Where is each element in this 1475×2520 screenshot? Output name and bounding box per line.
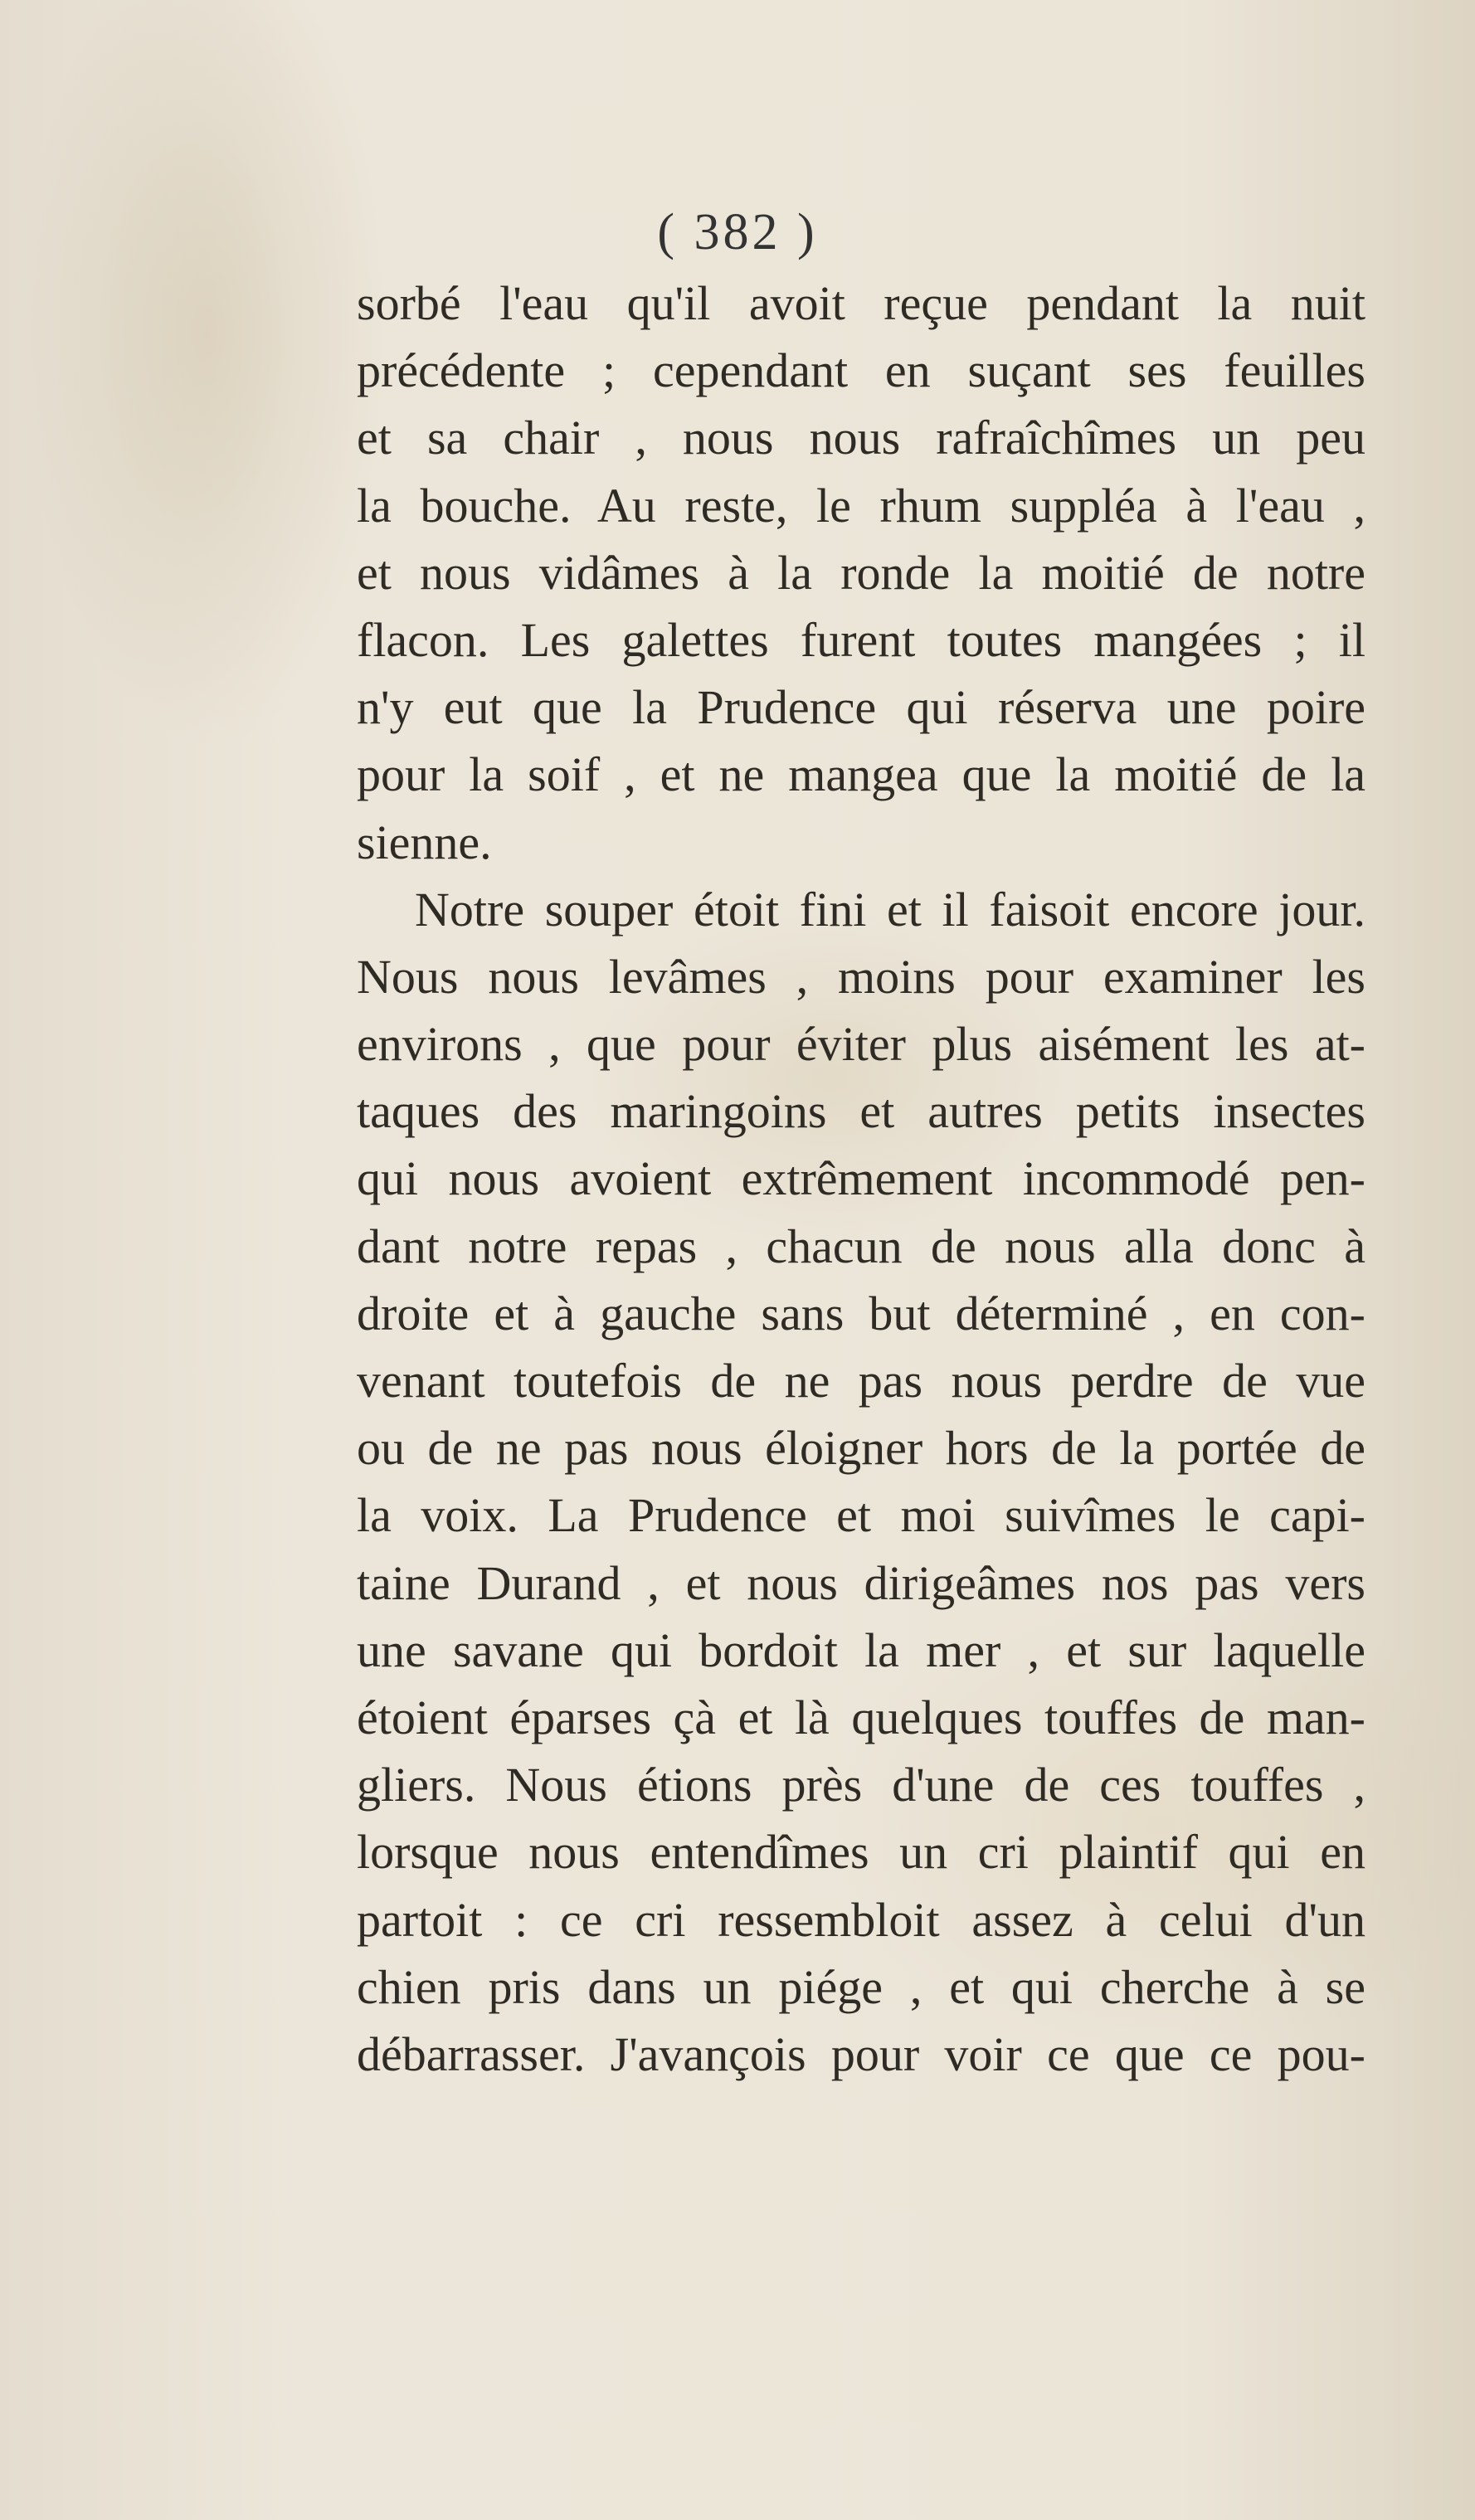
text-line: ou de ne pas nous éloigner hors de la portée de xyxy=(357,1421,1365,1476)
text-line: venant toutefois de ne pas nous perdre de vue xyxy=(357,1354,1365,1408)
text-line: qui nous avoient extrêmement incommodé pen- xyxy=(357,1151,1365,1206)
text-line: dant notre repas , chacun de nous alla donc à xyxy=(357,1219,1365,1273)
text-line: sienne. xyxy=(357,815,492,869)
text-line: débarrasser. J'avançois pour voir ce que ce pou- xyxy=(357,2026,1365,2081)
body-text xyxy=(357,270,1365,2088)
text-line: Nous nous levâmes , moins pour examiner les xyxy=(357,949,1365,1004)
text-line: et sa chair , nous nous rafraîchîmes un peu xyxy=(357,411,1365,465)
text-line: précédente ; cependant en suçant ses feuilles xyxy=(357,343,1365,398)
text-line: chien pris dans un piége , et qui cherche à se xyxy=(357,1959,1365,2014)
text-line: taques des maringoins et autres petits insectes xyxy=(357,1084,1365,1139)
page-number: ( 382 ) xyxy=(657,204,818,260)
text-line: environs , que pour éviter plus aisément les at- xyxy=(357,1017,1365,1072)
text-line: pour la soif , et ne mangea que la moitié de la xyxy=(357,747,1365,802)
text-line: la voix. La Prudence et moi suivîmes le capi- xyxy=(357,1488,1365,1543)
text-line: flacon. Les galettes furent toutes mangées ; il xyxy=(357,612,1365,667)
text-line: n'y eut que la Prudence qui réserva une poire xyxy=(357,680,1365,735)
text-line: lorsque nous entendîmes un cri plaintif qui en xyxy=(357,1825,1365,1880)
text-line: partoit : ce cri ressembloit assez à celui d'un xyxy=(357,1892,1365,1947)
text-line: sorbé l'eau qu'il avoit reçue pendant la nuit xyxy=(357,276,1365,330)
text-line: étoient éparses çà et là quelques touffes de man- xyxy=(357,1690,1365,1744)
text-line: une savane qui bordoit la mer , et sur laquelle xyxy=(357,1622,1365,1677)
text-line: la bouche. Au reste, le rhum suppléa à l'eau , xyxy=(357,478,1365,533)
text-line: droite et à gauche sans but déterminé , en con- xyxy=(357,1286,1365,1340)
text-line: et nous vidâmes à la ronde la moitié de notre xyxy=(357,545,1365,600)
paragraph-start-line: Notre souper étoit fini et il faisoit encore jour. xyxy=(415,882,1365,936)
text-line: taine Durand , et nous dirigeâmes nos pas vers xyxy=(357,1555,1365,1610)
text-line: gliers. Nous étions près d'une de ces touffes , xyxy=(357,1758,1365,1812)
